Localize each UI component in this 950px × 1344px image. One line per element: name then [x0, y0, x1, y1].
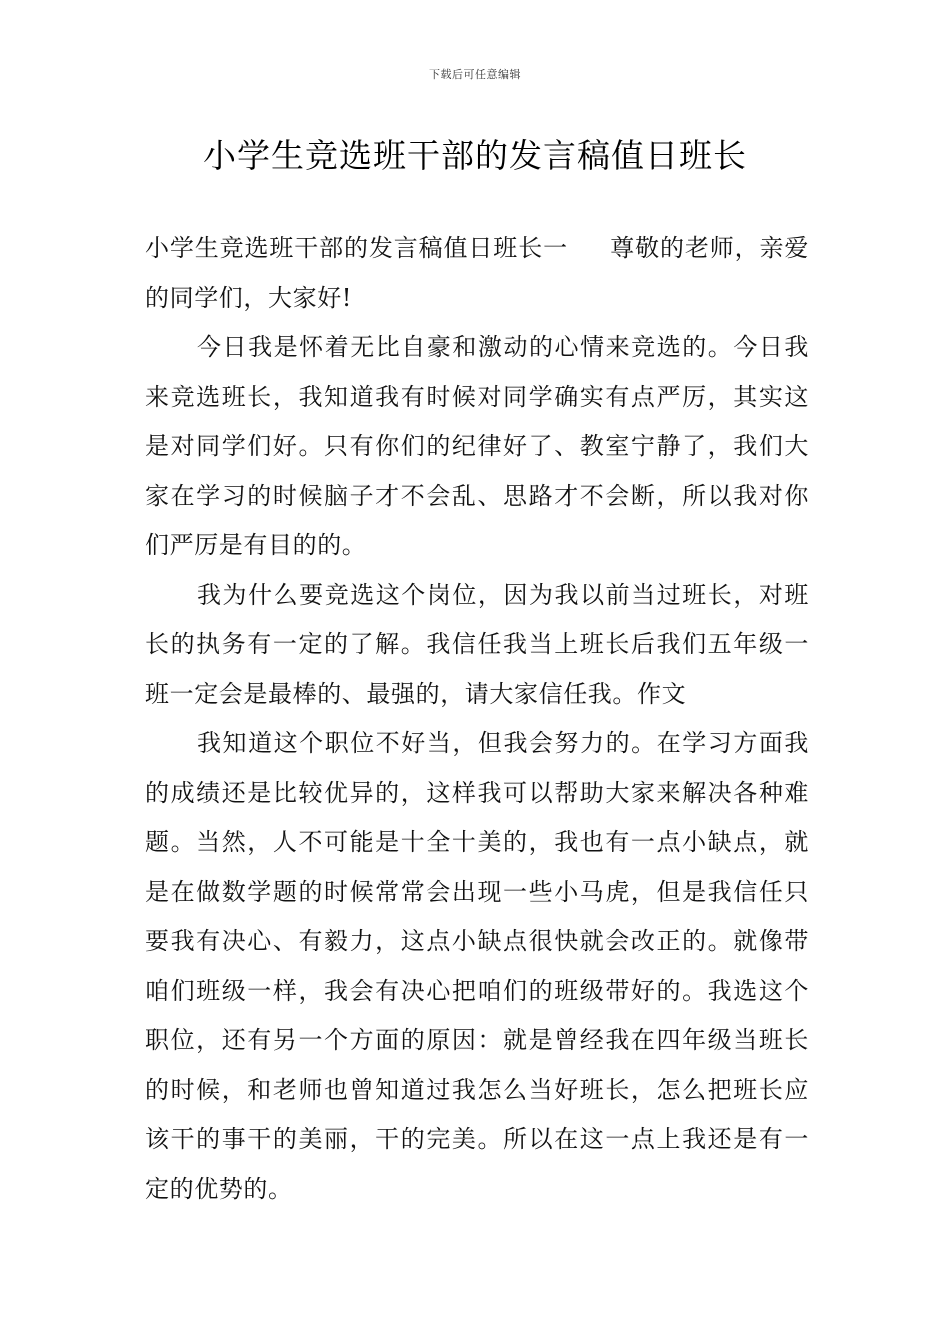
paragraph-3: 我知道这个职位不好当，但我会努力的。在学习方面我的成绩还是比较优异的，这样我可以帮助大家来解决各种难题。当然，人不可能是十全十美的，我也有一点小缺点，就是在做数学题的时候常常会出现一些小马虎，但是我信任只要我有决心、有毅力，这点小缺点很快就会改正的。就像带咱们班级一样，我会有决心把咱们的班级带好的。我选这个职位，还有另一个方面的原因：就是曾经我在四年级当班长的时候，和老师也曾知道过我怎么当好班长，怎么把班长应该干的事干的美丽，干的完美。所以在这一点上我还是有一定的优势的。	[145, 729, 809, 1203]
greeting-text: 尊敬的老师，亲爱的同学们，大家好!	[145, 234, 809, 312]
paragraph-1: 今日我是怀着无比自豪和激动的心情来竞选的。今日我来竞选班长，我知道我有时候对同学确实有点严厉，其实这是对同学们好。只有你们的纪律好了、教室宁静了，我们大家在学习的时候脑子才不会乱、思路才不会断，所以我对你们严厉是有目的的。	[145, 333, 809, 559]
intro-paragraph	[145, 224, 809, 323]
document-title: 小学生竞选班干部的发言稿值日班长	[203, 136, 747, 175]
header-note: 下载后可任意编辑	[429, 68, 521, 81]
document-body	[145, 224, 809, 1214]
paragraph-2: 我为什么要竞选这个岗位，因为我以前当过班长，对班长的执务有一定的了解。我信任我当上班长后我们五年级一班一定会是最棒的、最强的，请大家信任我。作文	[145, 580, 809, 708]
intro-heading-text: 小学生竞选班干部的发言稿值日班长一	[145, 234, 568, 262]
